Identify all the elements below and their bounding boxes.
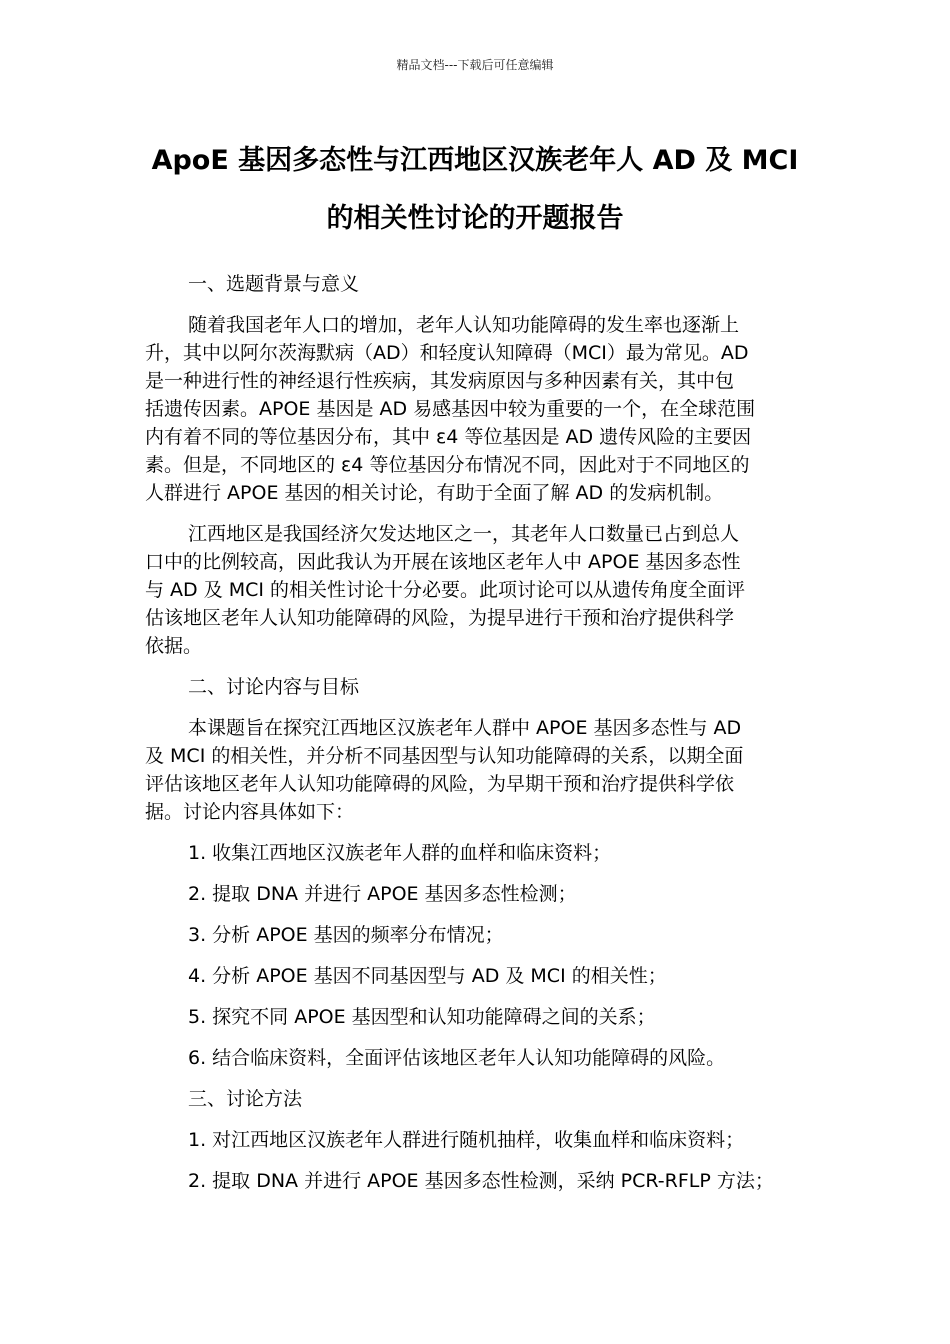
list-item: 1. 收集江西地区汉族老年人群的血样和临床资料； [188, 842, 612, 864]
methods-list [145, 1126, 807, 1195]
paragraph-line: 人群进行 APOE 基因的相关讨论，有助于全面了解 AD 的发病机制。 [145, 482, 724, 504]
list-item: 5. 探究不同 APOE 基因型和认知功能障碍之间的关系； [188, 1006, 656, 1028]
section-heading-background: 一、选题背景与意义 [188, 273, 360, 295]
paragraph-line: 与 AD 及 MCI 的相关性讨论十分必要。此项讨论可以从遗传角度全面评 [145, 579, 746, 601]
paragraph-line: 内有着不同的等位基因分布，其中 ε4 等位基因是 AD 遗传风险的主要因 [145, 426, 752, 448]
research-content-list [145, 839, 807, 1072]
paragraph-line: 及 MCI 的相关性，并分析不同基因型与认知功能障碍的关系，以期全面 [145, 745, 744, 767]
section-heading-content-goals: 二、讨论内容与目标 [188, 676, 360, 698]
page-header: 精品文档---下载后可任意编辑 [396, 58, 554, 72]
title-line-1: ApoE 基因多态性与江西地区汉族老年人 AD 及 MCI [151, 145, 799, 176]
paragraph-background [145, 311, 807, 507]
list-item: 4. 分析 APOE 基因不同基因型与 AD 及 MCI 的相关性； [188, 965, 667, 987]
list-item: 6. 结合临床资料，全面评估该地区老年人认知功能障碍的风险。 [188, 1047, 726, 1069]
paragraph-line: 括遗传因素。APOE 基因是 AD 易感基因中较为重要的一个，在全球范围 [145, 398, 756, 420]
document-title [120, 132, 830, 248]
paragraph-line: 是一种进行性的神经退行性疾病，其发病原因与多种因素有关，其中包 [145, 370, 735, 392]
paragraph-line: 江西地区是我国经济欠发达地区之一，其老年人口数量已占到总人 [188, 523, 740, 545]
list-item: 1. 对江西地区汉族老年人群进行随机抽样，收集血样和临床资料； [188, 1129, 745, 1151]
paragraph-jiangxi [145, 520, 807, 660]
paragraph-research-aim [145, 714, 807, 826]
document-body [145, 270, 807, 1195]
paragraph-line: 随着我国老年人口的增加，老年人认知功能障碍的发生率也逐渐上 [188, 314, 740, 336]
paragraph-line: 口中的比例较高，因此我认为开展在该地区老年人中 APOE 基因多态性 [145, 551, 741, 573]
list-item: 2. 提取 DNA 并进行 APOE 基因多态性检测； [188, 883, 577, 905]
paragraph-line: 据。讨论内容具体如下： [145, 801, 355, 823]
title-line-2: 的相关性讨论的开题报告 [326, 203, 624, 234]
paragraph-line: 评估该地区老年人认知功能障碍的风险，为早期干预和治疗提供科学依 [145, 773, 735, 795]
paragraph-line: 素。但是，不同地区的 ε4 等位基因分布情况不同，因此对于不同地区的 [145, 454, 750, 476]
paragraph-line: 估该地区老年人认知功能障碍的风险，为提早进行干预和治疗提供科学 [145, 607, 735, 629]
paragraph-line: 依据。 [145, 635, 203, 657]
list-item: 3. 分析 APOE 基因的频率分布情况； [188, 924, 504, 946]
paragraph-line: 本课题旨在探究江西地区汉族老年人群中 APOE 基因多态性与 AD [188, 717, 742, 739]
section-heading-methods: 三、讨论方法 [188, 1088, 303, 1110]
paragraph-line: 升，其中以阿尔茨海默病（AD）和轻度认知障碍（MCI）最为常见。AD [145, 342, 749, 364]
list-item: 2. 提取 DNA 并进行 APOE 基因多态性检测，采纳 PCR-RFLP 方法； [188, 1170, 774, 1192]
